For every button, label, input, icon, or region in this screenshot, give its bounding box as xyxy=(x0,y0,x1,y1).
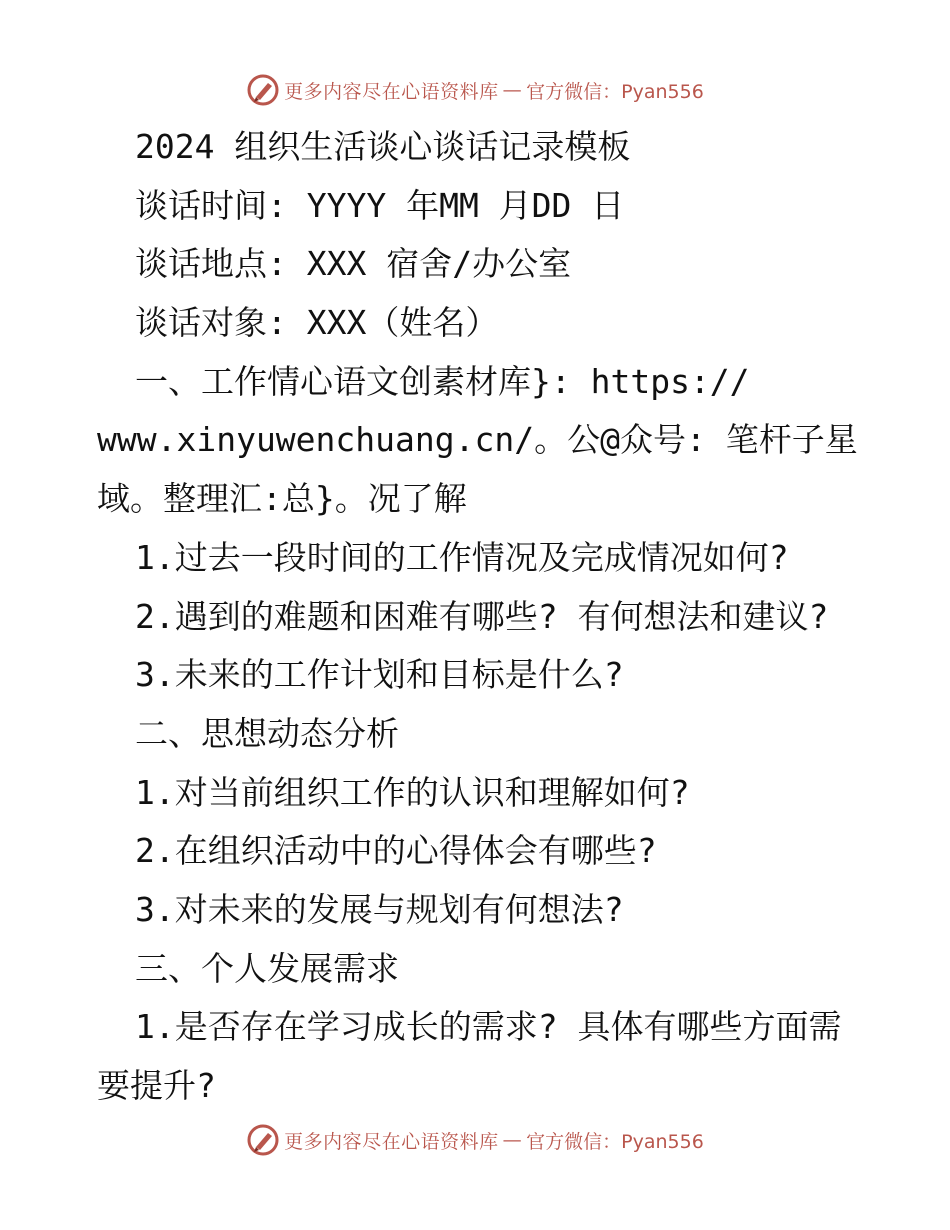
section-2-question-1: 1.对当前组织工作的认识和理解如何? xyxy=(135,772,690,812)
watermark-dash: — xyxy=(502,79,523,101)
footer-watermark xyxy=(0,1120,950,1160)
talk-time-line: 谈话时间: YYYY 年MM 月DD 日 xyxy=(135,185,625,225)
section-1-question-1: 1.过去一段时间的工作情况及完成情况如何? xyxy=(135,537,789,577)
watermark-main-text: 更多内容尽在心语资料库 xyxy=(284,1130,499,1153)
header-watermark xyxy=(0,70,950,110)
section-3-question-1-line-1: 1.是否存在学习成长的需求? 具体有哪些方面需 xyxy=(135,1007,842,1047)
section-1-question-3: 3.未来的工作计划和目标是什么? xyxy=(135,655,624,695)
section-2-question-3: 3.对未来的发展与规划有何想法? xyxy=(135,889,624,929)
watermark-main-text: 更多内容尽在心语资料库 xyxy=(284,80,499,103)
section-2-heading: 二、思想动态分析 xyxy=(135,713,399,753)
section-1-heading-line-2: www.xinyuwenchuang.cn/。公@众号: 笔杆子星 xyxy=(97,420,858,460)
pen-logo-icon xyxy=(246,1123,280,1157)
pen-logo-icon xyxy=(246,73,280,107)
watermark-dash: — xyxy=(502,1129,523,1151)
document-body xyxy=(97,118,877,1116)
talk-person-line: 谈话对象: XXX（姓名） xyxy=(135,303,499,343)
watermark-suffix-text: 官方微信：Pyan556 xyxy=(526,80,704,103)
section-3-question-1-line-2: 要提升? xyxy=(97,1066,216,1105)
document-title: 2024 组织生活谈心谈话记录模板 xyxy=(135,127,631,166)
talk-place-line: 谈话地点: XXX 宿舍/办公室 xyxy=(135,244,572,284)
section-1-heading-line-3: 域。整理汇:总}。况了解 xyxy=(97,479,467,519)
section-2-question-2: 2.在组织活动中的心得体会有哪些? xyxy=(135,831,657,871)
section-1-question-2: 2.遇到的难题和困难有哪些? 有何想法和建议? xyxy=(135,596,829,636)
section-3-heading: 三、个人发展需求 xyxy=(135,948,399,988)
section-1-heading-line-1: 一、工作情心语文创素材库}: https:// xyxy=(135,361,750,401)
watermark-suffix-text: 官方微信：Pyan556 xyxy=(526,1130,704,1153)
